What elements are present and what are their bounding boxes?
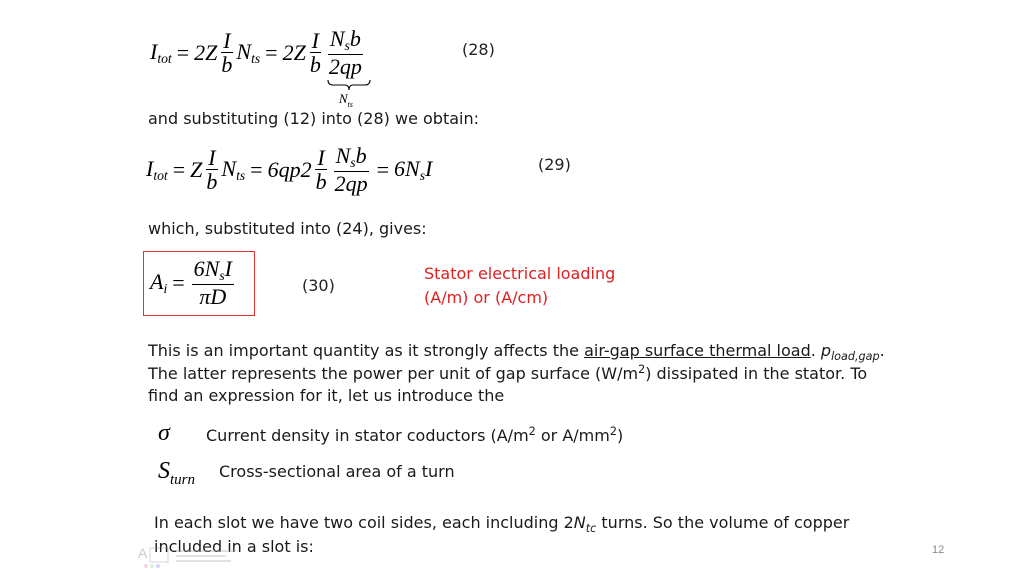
last-line2: included in a slot is: — [154, 537, 314, 556]
equation-30: $A_i$ = $\frac{6N_sI}{\pi D}$ — [150, 256, 232, 309]
paragraph-line1: This is an important quantity as it strongly affects the air-gap surface thermal load. $p_{load,gap}$. — [148, 341, 885, 363]
def-cross-section: Cross-sectional area of a turn — [219, 462, 455, 481]
sigma-symbol: σ — [158, 420, 170, 446]
page-number: 12 — [932, 544, 945, 556]
equation-28: $I_{tot}$ = 2Z $\frac{I}{b}$ $N_{ts}$ = 2Z $\frac{I}{b}$ $N_sb$ 2qp $N_{ts}$ — [150, 14, 366, 92]
equation-number-28: (28) — [462, 40, 495, 59]
text-substituting: and substituting (12) into (28) we obtain: — [148, 109, 479, 128]
last-line1: In each slot we have two coil sides, each including $2N_{tc}$ turns. So the volume of copper — [154, 513, 850, 535]
underbrace-icon — [327, 79, 371, 91]
equation-number-30: (30) — [302, 276, 335, 295]
stator-loading-note-line1: Stator electrical loading — [424, 264, 616, 283]
equation-29: $I_{tot}$ = Z $\frac{I}{b}$ $N_{ts}$ = 6qp2 $\frac{I}{b}$ $\frac{N_sb}{2qp}$ = $6N_sI$ — [146, 143, 433, 196]
paragraph-line3: find an expression for it, let us introduce the — [148, 386, 505, 405]
s-turn-symbol: $S_{turn}$ — [158, 458, 196, 488]
paragraph-line2: The latter represents the power per unit of gap surface $(W/m^2)$ dissipated in the stator. To — [148, 363, 868, 383]
university-logo — [136, 544, 256, 570]
def-current-density: Current density in stator coductors ($A/m^2$ or $A/mm^2$) — [206, 425, 624, 445]
air-gap-thermal-load-term: air-gap surface thermal load — [584, 341, 811, 360]
text-which: which, substituted into (24), gives: — [148, 219, 427, 238]
stator-loading-note-line2: (A/m) or (A/cm) — [424, 288, 549, 307]
svg-text:A: A — [138, 545, 148, 561]
equation-number-29: (29) — [538, 155, 571, 174]
